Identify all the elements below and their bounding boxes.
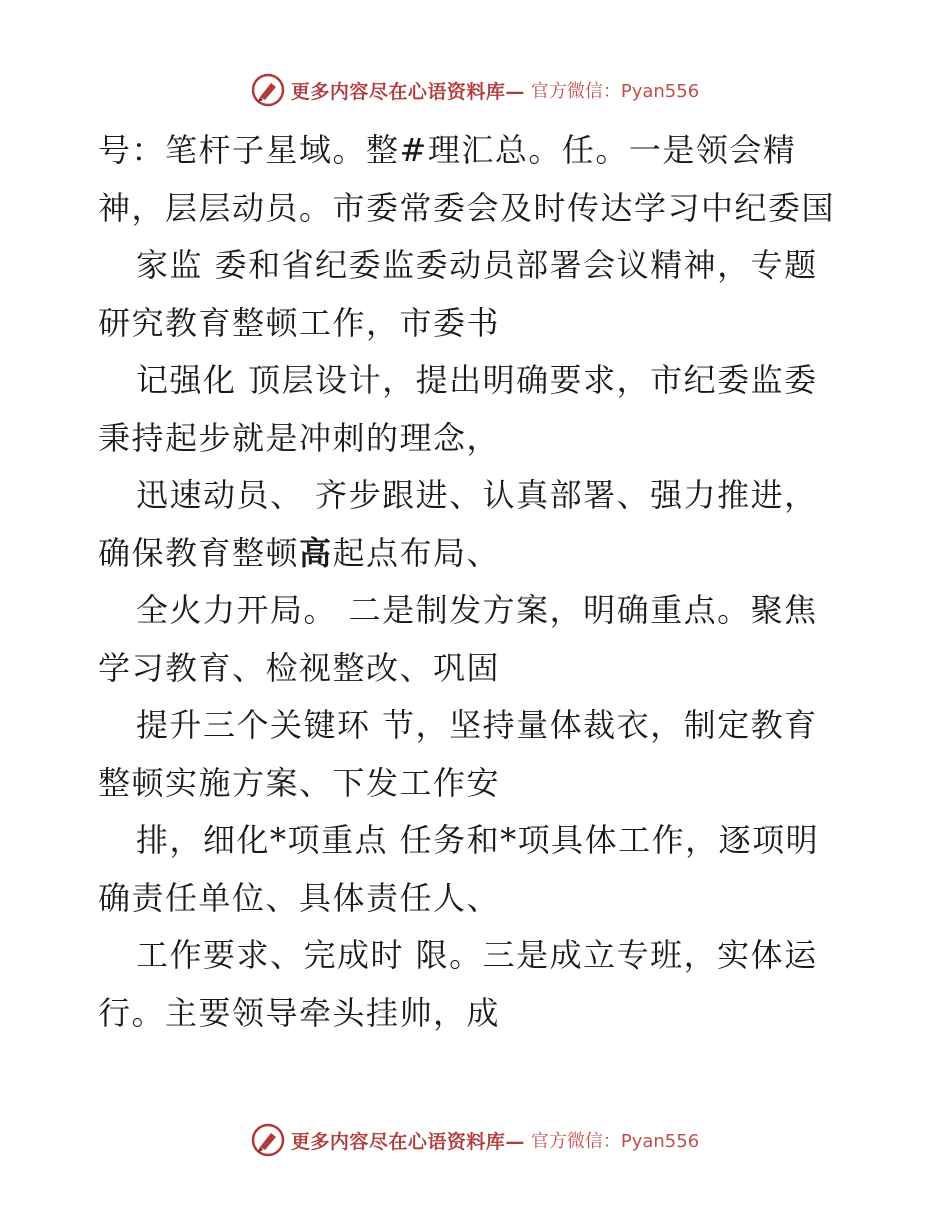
banner-slogan: 更多内容尽在心语资料库— [290, 80, 525, 103]
text-line: 迅速动员、 齐步跟进、认真部署、强力推进， [136, 476, 818, 514]
text-line: 全火力开局。 二是制发方案，明确重点。聚焦 [136, 591, 818, 629]
banner-wechat: 官方微信：Pyan556 [530, 81, 700, 102]
text-line: 工作要求、完成时 限。三是成立专班，实体运 [136, 936, 818, 974]
text-line: 整顿实施方案、下发工作安 [98, 763, 501, 802]
text-line: 家监 委和省纪委监委动员部署会议精神，专题 [136, 246, 818, 284]
document-body [98, 122, 858, 1042]
text-line: 记强化 顶层设计，提出明确要求，市纪委监委 [136, 361, 818, 399]
text-line: 号：笔杆子星域。整#理汇总。任。一是领会精 [98, 131, 797, 169]
footer-banner [0, 1120, 950, 1160]
text-line: 排，细化*项重点 任务和*项具体工作，逐项明 [136, 821, 820, 859]
text-line: 确责任单位、具体责任人、 [98, 878, 501, 917]
text-line: 行。主要领导牵头挂帅，成 [98, 993, 501, 1032]
pen-logo-icon [251, 1123, 285, 1157]
text-line: 确保教育整顿高起点布局、 [98, 533, 501, 572]
header-banner [0, 70, 950, 110]
pen-logo-icon [251, 73, 285, 107]
text-line: 秉持起步就是冲刺的理念， [98, 418, 501, 457]
banner-slogan: 更多内容尽在心语资料库— [290, 1130, 525, 1153]
banner-wechat: 官方微信：Pyan556 [530, 1131, 700, 1152]
text-line: 研究教育整顿工作，市委书 [98, 303, 501, 342]
text-line: 提升三个关键环 节，坚持量体裁衣，制定教育 [136, 706, 818, 744]
text-line: 学习教育、检视整改、巩固 [98, 648, 501, 687]
text-line: 神，层层动员。市委常委会及时传达学习中纪委国 [98, 188, 836, 227]
